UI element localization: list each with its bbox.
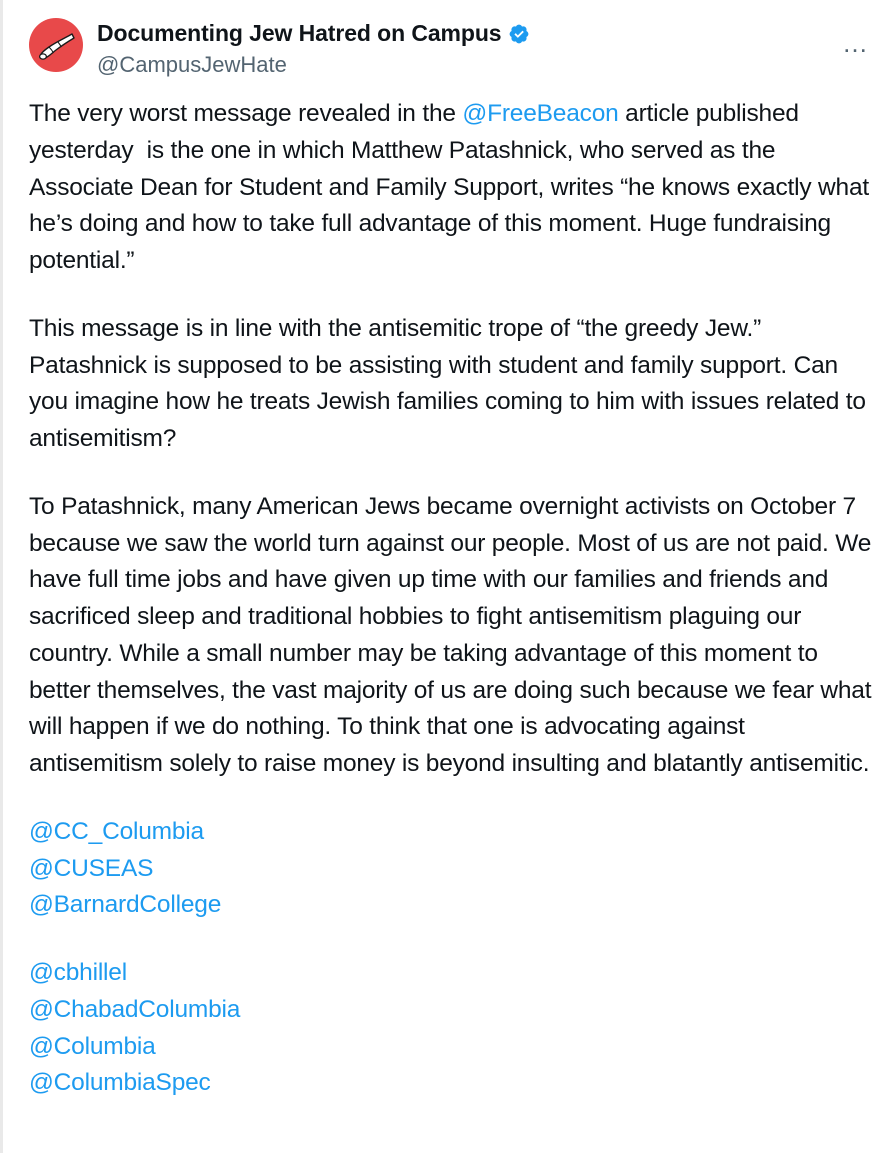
- shofar-icon: [38, 32, 76, 60]
- mention-group: [29, 955, 878, 1102]
- mention-link[interactable]: @CC_Columbia: [29, 817, 204, 845]
- avatar[interactable]: [29, 18, 83, 72]
- more-options-icon[interactable]: …: [842, 28, 870, 58]
- mention-link[interactable]: @ChabadColumbia: [29, 995, 241, 1023]
- tweet-paragraph: To Patashnick, many American Jews became overnight activists on October 7 because we saw the world turn against our people. Most of us are not paid. We have full time jobs and have given up time with our families and friends and sacrificed sleep and traditional hobbies to fight antisemitism plaguing our country. While a small number may be taking advantage of this moment to better themselves, the vast majority of us are doing such because we fear what will happen if we do nothing. To think that one is advocating against antisemitism solely to raise money is beyond insulting and blatantly antisemitic.: [29, 492, 878, 777]
- tweet-paragraph: This message is in line with the antisemitic trope of “the greedy Jew.” Patashnick is supposed to be assisting with student and family support. Can you imagine how he treats Jewish families coming to him with issues related to antisemitism?: [29, 314, 873, 452]
- mention-link[interactable]: @CUSEAS: [29, 854, 154, 882]
- tweet-header: [29, 18, 878, 80]
- name-row: [97, 20, 530, 48]
- tweet-text: [29, 96, 878, 1102]
- mention-link[interactable]: @FreeBeacon: [462, 100, 619, 127]
- mention-link[interactable]: @ColumbiaSpec: [29, 1069, 211, 1097]
- tweet-paragraph: The very worst message revealed in the @FreeBeacon article published yesterday is the one in which Matthew Patashnick, who served as the Associate Dean for Student and Family Support, writes “he knows exactly what he’s doing and how to take full advantage of this moment. Huge fundraising potential.”: [29, 100, 876, 274]
- display-name: Documenting Jew Hatred on Campus: [97, 20, 502, 46]
- account-names: [97, 18, 530, 79]
- account-handle[interactable]: @CampusJewHate: [97, 51, 287, 77]
- verified-badge-icon: [508, 23, 530, 45]
- mention-link[interactable]: @BarnardCollege: [29, 891, 222, 919]
- mention-link[interactable]: @cbhillel: [29, 959, 127, 986]
- mention-group: [29, 814, 878, 924]
- mention-link[interactable]: @Columbia: [29, 1032, 156, 1060]
